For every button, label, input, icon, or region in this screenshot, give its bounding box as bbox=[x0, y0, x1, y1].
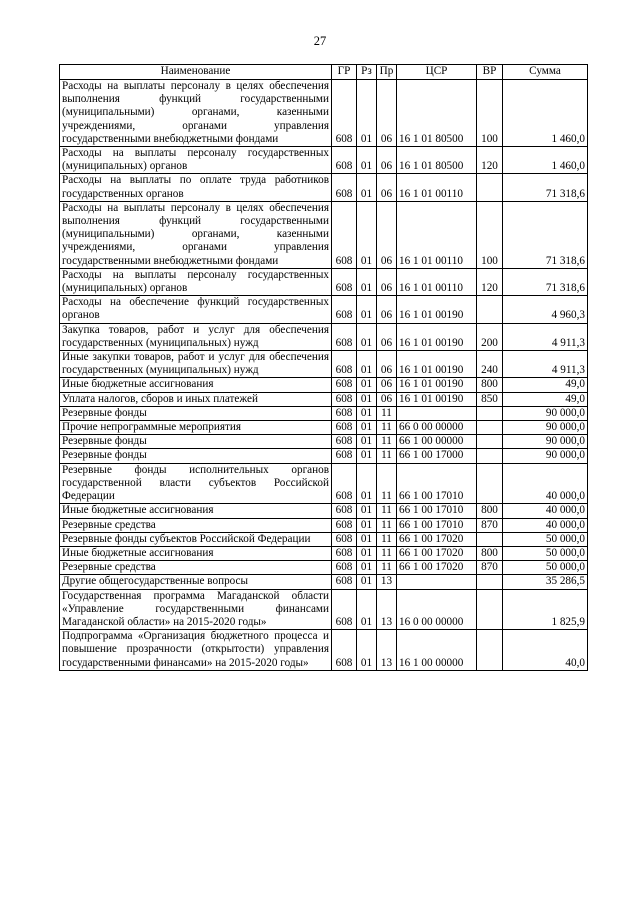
row-rz: 01 bbox=[357, 546, 377, 560]
row-name: Прочие непрограммные мероприятия bbox=[60, 421, 332, 435]
row-rz: 01 bbox=[357, 406, 377, 420]
row-name: Резервные средства bbox=[60, 518, 332, 532]
row-sum: 49,0 bbox=[503, 378, 588, 392]
table-row bbox=[60, 201, 588, 268]
table-row bbox=[60, 518, 588, 532]
row-pr: 06 bbox=[377, 268, 397, 295]
row-gr: 608 bbox=[332, 463, 357, 504]
row-csr: 66 1 00 17010 bbox=[397, 504, 477, 518]
row-sum: 90 000,0 bbox=[503, 435, 588, 449]
row-vr bbox=[477, 296, 503, 323]
row-sum: 90 000,0 bbox=[503, 421, 588, 435]
row-gr: 608 bbox=[332, 435, 357, 449]
row-vr bbox=[477, 449, 503, 463]
row-vr: 120 bbox=[477, 147, 503, 174]
row-rz: 01 bbox=[357, 463, 377, 504]
header-sum: Сумма bbox=[503, 65, 588, 80]
table-row bbox=[60, 421, 588, 435]
row-vr bbox=[477, 421, 503, 435]
row-pr: 13 bbox=[377, 575, 397, 589]
row-sum: 50 000,0 bbox=[503, 532, 588, 546]
row-rz: 01 bbox=[357, 435, 377, 449]
table-row bbox=[60, 435, 588, 449]
row-name: Резервные фонды bbox=[60, 435, 332, 449]
row-rz: 01 bbox=[357, 296, 377, 323]
row-name: Расходы на выплаты по оплате труда работников государственных органов bbox=[60, 174, 332, 201]
row-csr bbox=[397, 575, 477, 589]
row-name: Расходы на выплаты персоналу государственных (муниципальных) органов bbox=[60, 268, 332, 295]
row-sum: 40 000,0 bbox=[503, 518, 588, 532]
row-rz: 01 bbox=[357, 201, 377, 268]
table-row bbox=[60, 351, 588, 378]
row-rz: 01 bbox=[357, 575, 377, 589]
row-pr: 11 bbox=[377, 435, 397, 449]
table-row bbox=[60, 449, 588, 463]
row-vr bbox=[477, 435, 503, 449]
table-row bbox=[60, 575, 588, 589]
row-csr bbox=[397, 406, 477, 420]
row-rz: 01 bbox=[357, 449, 377, 463]
table-row bbox=[60, 561, 588, 575]
page-number: 27 bbox=[313, 34, 327, 48]
row-sum: 90 000,0 bbox=[503, 406, 588, 420]
row-sum: 1 460,0 bbox=[503, 80, 588, 147]
table-header-row bbox=[60, 65, 588, 80]
row-rz: 01 bbox=[357, 80, 377, 147]
row-vr bbox=[477, 575, 503, 589]
row-sum: 50 000,0 bbox=[503, 561, 588, 575]
row-vr: 800 bbox=[477, 378, 503, 392]
row-sum: 71 318,6 bbox=[503, 201, 588, 268]
row-gr: 608 bbox=[332, 518, 357, 532]
table-row bbox=[60, 147, 588, 174]
table-row bbox=[60, 630, 588, 671]
row-name: Иные бюджетные ассигнования bbox=[60, 546, 332, 560]
row-name: Расходы на обеспечение функций государственных органов bbox=[60, 296, 332, 323]
row-gr: 608 bbox=[332, 323, 357, 350]
row-pr: 06 bbox=[377, 174, 397, 201]
row-vr: 120 bbox=[477, 268, 503, 295]
row-csr: 66 1 00 17010 bbox=[397, 518, 477, 532]
row-csr: 66 1 00 17020 bbox=[397, 546, 477, 560]
row-rz: 01 bbox=[357, 504, 377, 518]
row-csr: 16 1 01 00190 bbox=[397, 392, 477, 406]
row-csr: 16 1 01 00110 bbox=[397, 268, 477, 295]
row-pr: 06 bbox=[377, 147, 397, 174]
row-name: Расходы на выплаты персоналу в целях обеспечения выполнения функций государственными (муниципальными) органами, казенными учреждениями, органами управления государственными внебюджетными фондами bbox=[60, 80, 332, 147]
row-vr: 100 bbox=[477, 201, 503, 268]
row-gr: 608 bbox=[332, 351, 357, 378]
row-sum: 1 825,9 bbox=[503, 589, 588, 630]
table-row bbox=[60, 323, 588, 350]
row-pr: 06 bbox=[377, 392, 397, 406]
row-sum: 4 911,3 bbox=[503, 323, 588, 350]
row-name: Подпрограмма «Организация бюджетного процесса и повышение прозрачности (открытости) управления государственными финансами» на 2015-2020 годы» bbox=[60, 630, 332, 671]
row-csr: 16 0 00 00000 bbox=[397, 589, 477, 630]
row-vr bbox=[477, 589, 503, 630]
row-csr: 66 1 00 00000 bbox=[397, 435, 477, 449]
row-pr: 13 bbox=[377, 630, 397, 671]
header-pr: Пр bbox=[377, 65, 397, 80]
row-csr: 16 1 01 00190 bbox=[397, 323, 477, 350]
row-name: Закупка товаров, работ и услуг для обеспечения государственных (муниципальных) нужд bbox=[60, 323, 332, 350]
table-row bbox=[60, 392, 588, 406]
header-vr: ВР bbox=[477, 65, 503, 80]
row-name: Резервные фонды субъектов Российской Федерации bbox=[60, 532, 332, 546]
row-csr: 16 1 01 00190 bbox=[397, 351, 477, 378]
row-csr: 16 1 01 00190 bbox=[397, 296, 477, 323]
row-csr: 66 0 00 00000 bbox=[397, 421, 477, 435]
row-csr: 66 1 00 17010 bbox=[397, 463, 477, 504]
row-pr: 06 bbox=[377, 80, 397, 147]
table-row bbox=[60, 80, 588, 147]
row-pr: 13 bbox=[377, 589, 397, 630]
row-rz: 01 bbox=[357, 147, 377, 174]
row-pr: 06 bbox=[377, 378, 397, 392]
budget-table bbox=[59, 64, 588, 671]
row-name: Резервные фонды bbox=[60, 406, 332, 420]
row-pr: 11 bbox=[377, 532, 397, 546]
row-vr bbox=[477, 532, 503, 546]
table-row bbox=[60, 378, 588, 392]
row-name: Иные закупки товаров, работ и услуг для обеспечения государственных (муниципальных) нужд bbox=[60, 351, 332, 378]
row-vr: 870 bbox=[477, 518, 503, 532]
row-name: Другие общегосударственные вопросы bbox=[60, 575, 332, 589]
row-name: Иные бюджетные ассигнования bbox=[60, 504, 332, 518]
row-csr: 66 1 00 17020 bbox=[397, 561, 477, 575]
row-vr: 200 bbox=[477, 323, 503, 350]
row-name: Иные бюджетные ассигнования bbox=[60, 378, 332, 392]
row-rz: 01 bbox=[357, 561, 377, 575]
row-gr: 608 bbox=[332, 589, 357, 630]
row-vr bbox=[477, 406, 503, 420]
row-gr: 608 bbox=[332, 392, 357, 406]
row-pr: 11 bbox=[377, 546, 397, 560]
row-sum: 71 318,6 bbox=[503, 174, 588, 201]
row-gr: 608 bbox=[332, 174, 357, 201]
row-gr: 608 bbox=[332, 532, 357, 546]
row-pr: 11 bbox=[377, 518, 397, 532]
row-gr: 608 bbox=[332, 268, 357, 295]
row-gr: 608 bbox=[332, 421, 357, 435]
row-gr: 608 bbox=[332, 201, 357, 268]
table-row bbox=[60, 268, 588, 295]
row-sum: 40 000,0 bbox=[503, 463, 588, 504]
row-vr bbox=[477, 630, 503, 671]
row-vr: 240 bbox=[477, 351, 503, 378]
table-row bbox=[60, 589, 588, 630]
row-sum: 4 960,3 bbox=[503, 296, 588, 323]
row-csr: 16 1 01 00110 bbox=[397, 201, 477, 268]
row-pr: 11 bbox=[377, 561, 397, 575]
row-pr: 06 bbox=[377, 351, 397, 378]
row-gr: 608 bbox=[332, 546, 357, 560]
row-rz: 01 bbox=[357, 174, 377, 201]
row-rz: 01 bbox=[357, 392, 377, 406]
row-gr: 608 bbox=[332, 378, 357, 392]
row-vr: 800 bbox=[477, 546, 503, 560]
row-sum: 50 000,0 bbox=[503, 546, 588, 560]
row-csr: 16 1 01 00110 bbox=[397, 174, 477, 201]
row-sum: 40,0 bbox=[503, 630, 588, 671]
row-csr: 16 1 01 00190 bbox=[397, 378, 477, 392]
row-sum: 1 460,0 bbox=[503, 147, 588, 174]
header-name: Наименование bbox=[60, 65, 332, 80]
row-rz: 01 bbox=[357, 518, 377, 532]
row-pr: 11 bbox=[377, 406, 397, 420]
row-rz: 01 bbox=[357, 351, 377, 378]
row-rz: 01 bbox=[357, 378, 377, 392]
row-gr: 608 bbox=[332, 80, 357, 147]
row-vr: 100 bbox=[477, 80, 503, 147]
row-pr: 11 bbox=[377, 463, 397, 504]
row-gr: 608 bbox=[332, 504, 357, 518]
row-vr bbox=[477, 174, 503, 201]
row-name: Резервные фонды bbox=[60, 449, 332, 463]
row-sum: 35 286,5 bbox=[503, 575, 588, 589]
table-row bbox=[60, 546, 588, 560]
row-csr: 16 1 00 00000 bbox=[397, 630, 477, 671]
row-vr: 850 bbox=[477, 392, 503, 406]
row-vr bbox=[477, 463, 503, 504]
row-gr: 608 bbox=[332, 575, 357, 589]
row-rz: 01 bbox=[357, 630, 377, 671]
row-pr: 11 bbox=[377, 421, 397, 435]
table-row bbox=[60, 174, 588, 201]
row-gr: 608 bbox=[332, 296, 357, 323]
row-rz: 01 bbox=[357, 532, 377, 546]
row-csr: 66 1 00 17000 bbox=[397, 449, 477, 463]
row-csr: 16 1 01 80500 bbox=[397, 80, 477, 147]
row-pr: 06 bbox=[377, 296, 397, 323]
table-row bbox=[60, 296, 588, 323]
table-row bbox=[60, 406, 588, 420]
row-gr: 608 bbox=[332, 630, 357, 671]
row-name: Уплата налогов, сборов и иных платежей bbox=[60, 392, 332, 406]
row-sum: 4 911,3 bbox=[503, 351, 588, 378]
row-rz: 01 bbox=[357, 268, 377, 295]
row-sum: 71 318,6 bbox=[503, 268, 588, 295]
row-csr: 66 1 00 17020 bbox=[397, 532, 477, 546]
row-pr: 11 bbox=[377, 449, 397, 463]
row-sum: 49,0 bbox=[503, 392, 588, 406]
row-name: Расходы на выплаты персоналу государственных (муниципальных) органов bbox=[60, 147, 332, 174]
table-row bbox=[60, 463, 588, 504]
row-gr: 608 bbox=[332, 449, 357, 463]
table-row bbox=[60, 532, 588, 546]
row-rz: 01 bbox=[357, 589, 377, 630]
row-rz: 01 bbox=[357, 323, 377, 350]
header-rz: Рз bbox=[357, 65, 377, 80]
row-vr: 870 bbox=[477, 561, 503, 575]
row-name: Расходы на выплаты персоналу в целях обеспечения выполнения функций государственными (муниципальными) органами, казенными учреждениями, органами управления государственными внебюджетными фондами bbox=[60, 201, 332, 268]
row-csr: 16 1 01 80500 bbox=[397, 147, 477, 174]
row-pr: 06 bbox=[377, 323, 397, 350]
row-name: Государственная программа Магаданской области «Управление государственными финансами Магаданской области» на 2015-2020 годы» bbox=[60, 589, 332, 630]
table-row bbox=[60, 504, 588, 518]
row-vr: 800 bbox=[477, 504, 503, 518]
row-pr: 11 bbox=[377, 504, 397, 518]
header-csr: ЦСР bbox=[397, 65, 477, 80]
row-gr: 608 bbox=[332, 406, 357, 420]
row-gr: 608 bbox=[332, 147, 357, 174]
row-name: Резервные фонды исполнительных органов государственной власти субъектов Российской Федерации bbox=[60, 463, 332, 504]
row-sum: 90 000,0 bbox=[503, 449, 588, 463]
header-gr: ГР bbox=[332, 65, 357, 80]
row-rz: 01 bbox=[357, 421, 377, 435]
row-pr: 06 bbox=[377, 201, 397, 268]
row-gr: 608 bbox=[332, 561, 357, 575]
row-sum: 40 000,0 bbox=[503, 504, 588, 518]
row-name: Резервные средства bbox=[60, 561, 332, 575]
